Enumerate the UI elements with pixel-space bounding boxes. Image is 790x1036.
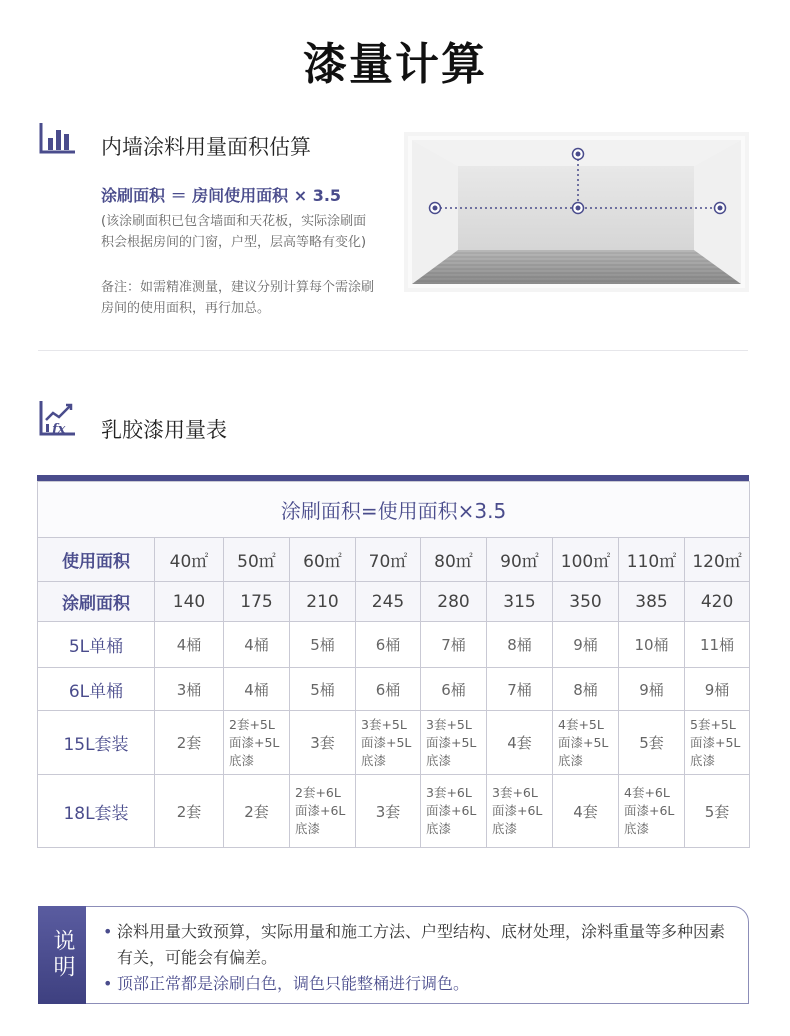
table-cell: 8桶 xyxy=(487,622,553,668)
table-cell: 350 xyxy=(553,582,619,622)
table-cell: 4套 xyxy=(553,775,619,848)
table-cell: 8桶 xyxy=(553,668,619,711)
table-cell: 6桶 xyxy=(356,622,421,668)
table-cell: 9桶 xyxy=(619,668,685,711)
table-cell: 4桶 xyxy=(224,622,290,668)
table-cell: 2套 xyxy=(155,775,224,848)
table-cell: 3套 xyxy=(356,775,421,848)
table-cell: 4桶 xyxy=(155,622,224,668)
table-cell: 10桶 xyxy=(619,622,685,668)
table-cell: 6桶 xyxy=(356,668,421,711)
table-row xyxy=(38,622,750,668)
table-cell: 6桶 xyxy=(421,668,487,711)
notice-item: • 涂料用量大致预算，实际用量和施工方法、户型结构、底材处理，涂料重量等多种因素有关，可能会有偏差。 xyxy=(103,919,733,971)
table-cell: 5套 xyxy=(619,711,685,775)
paint-usage-table xyxy=(37,475,749,848)
bar-chart-icon xyxy=(38,120,78,156)
table-cell: 2套+6L 面漆+6L 底漆 xyxy=(290,775,356,848)
table-cell: 50㎡ xyxy=(224,538,290,582)
table-cell: 385 xyxy=(619,582,685,622)
table-cell: 3套+6L 面漆+6L 底漆 xyxy=(487,775,553,848)
table-cell: 210 xyxy=(290,582,356,622)
notice-list xyxy=(103,919,733,997)
table-cell: 420 xyxy=(685,582,750,622)
table-row xyxy=(38,582,750,622)
table-cell: 4桶 xyxy=(224,668,290,711)
table-cell: 3套+6L 面漆+6L 底漆 xyxy=(421,775,487,848)
table-cell: 3套 xyxy=(290,711,356,775)
table-row xyxy=(38,538,750,582)
area-formula: 涂刷面积 ＝ 房间使用面积 × 3.5 xyxy=(101,186,342,205)
table-cell: 2套 xyxy=(155,711,224,775)
table-cell: 90㎡ xyxy=(487,538,553,582)
table-row xyxy=(38,775,750,848)
section1-heading: 内墙涂料用量面积估算 xyxy=(101,135,311,159)
table-cell: 2套 xyxy=(224,775,290,848)
section2-heading: 乳胶漆用量表 xyxy=(101,418,227,442)
page-title: 漆量计算 xyxy=(303,39,487,90)
area-note: (该涂刷面积已包含墙面和天花板，实际涂刷面积会根据房间的门窗，户型，层高等略有变化) xyxy=(101,214,367,250)
notice-item: • 顶部正常都是涂刷白色，调色只能整桶进行调色。 xyxy=(103,971,733,997)
row-label: 使用面积 xyxy=(38,538,155,582)
table-cell: 7桶 xyxy=(487,668,553,711)
table-cell: 7桶 xyxy=(421,622,487,668)
row-label: 5L单桶 xyxy=(38,622,155,668)
notice-tab xyxy=(38,906,86,1004)
table-cell: 4套+6L 面漆+6L 底漆 xyxy=(619,775,685,848)
chart-fx-icon xyxy=(38,398,78,438)
table-cell: 2套+5L 面漆+5L 底漆 xyxy=(224,711,290,775)
table-cell: 110㎡ xyxy=(619,538,685,582)
room-illustration xyxy=(404,132,749,292)
table-cell: 4套 xyxy=(487,711,553,775)
table-row xyxy=(38,711,750,775)
table-cell: 315 xyxy=(487,582,553,622)
table-cell: 280 xyxy=(421,582,487,622)
table-cell: 3套+5L 面漆+5L 底漆 xyxy=(421,711,487,775)
table-cell: 3桶 xyxy=(155,668,224,711)
table-cell: 60㎡ xyxy=(290,538,356,582)
table-cell: 4套+5L 面漆+5L 底漆 xyxy=(553,711,619,775)
table-cell: 9桶 xyxy=(685,668,750,711)
table-cell: 245 xyxy=(356,582,421,622)
table-formula: 涂刷面积=使用面积×3.5 xyxy=(38,482,750,538)
table-cell: 11桶 xyxy=(685,622,750,668)
table-cell: 140 xyxy=(155,582,224,622)
notice-tab-label: 说明 xyxy=(50,929,75,981)
section-divider xyxy=(38,350,748,351)
table-row xyxy=(38,668,750,711)
table-cell: 40㎡ xyxy=(155,538,224,582)
table-cell: 5套+5L 面漆+5L 底漆 xyxy=(685,711,750,775)
table-cell: 5桶 xyxy=(290,668,356,711)
row-label: 15L套装 xyxy=(38,711,155,775)
table-cell: 9桶 xyxy=(553,622,619,668)
notice-box xyxy=(38,906,749,1004)
table-cell: 120㎡ xyxy=(685,538,750,582)
svg-text:fx: fx xyxy=(52,422,66,437)
table-cell: 5桶 xyxy=(290,622,356,668)
table-cell: 80㎡ xyxy=(421,538,487,582)
row-label: 涂刷面积 xyxy=(38,582,155,622)
row-label: 18L套装 xyxy=(38,775,155,848)
row-label: 6L单桶 xyxy=(38,668,155,711)
table-cell: 3套+5L 面漆+5L 底漆 xyxy=(356,711,421,775)
table-cell: 175 xyxy=(224,582,290,622)
table-cell: 70㎡ xyxy=(356,538,421,582)
table-cell: 5套 xyxy=(685,775,750,848)
remark-note: 备注：如需精准测量，建议分别计算每个需涂刷房间的使用面积，再行加总。 xyxy=(101,280,375,316)
table-cell: 100㎡ xyxy=(553,538,619,582)
